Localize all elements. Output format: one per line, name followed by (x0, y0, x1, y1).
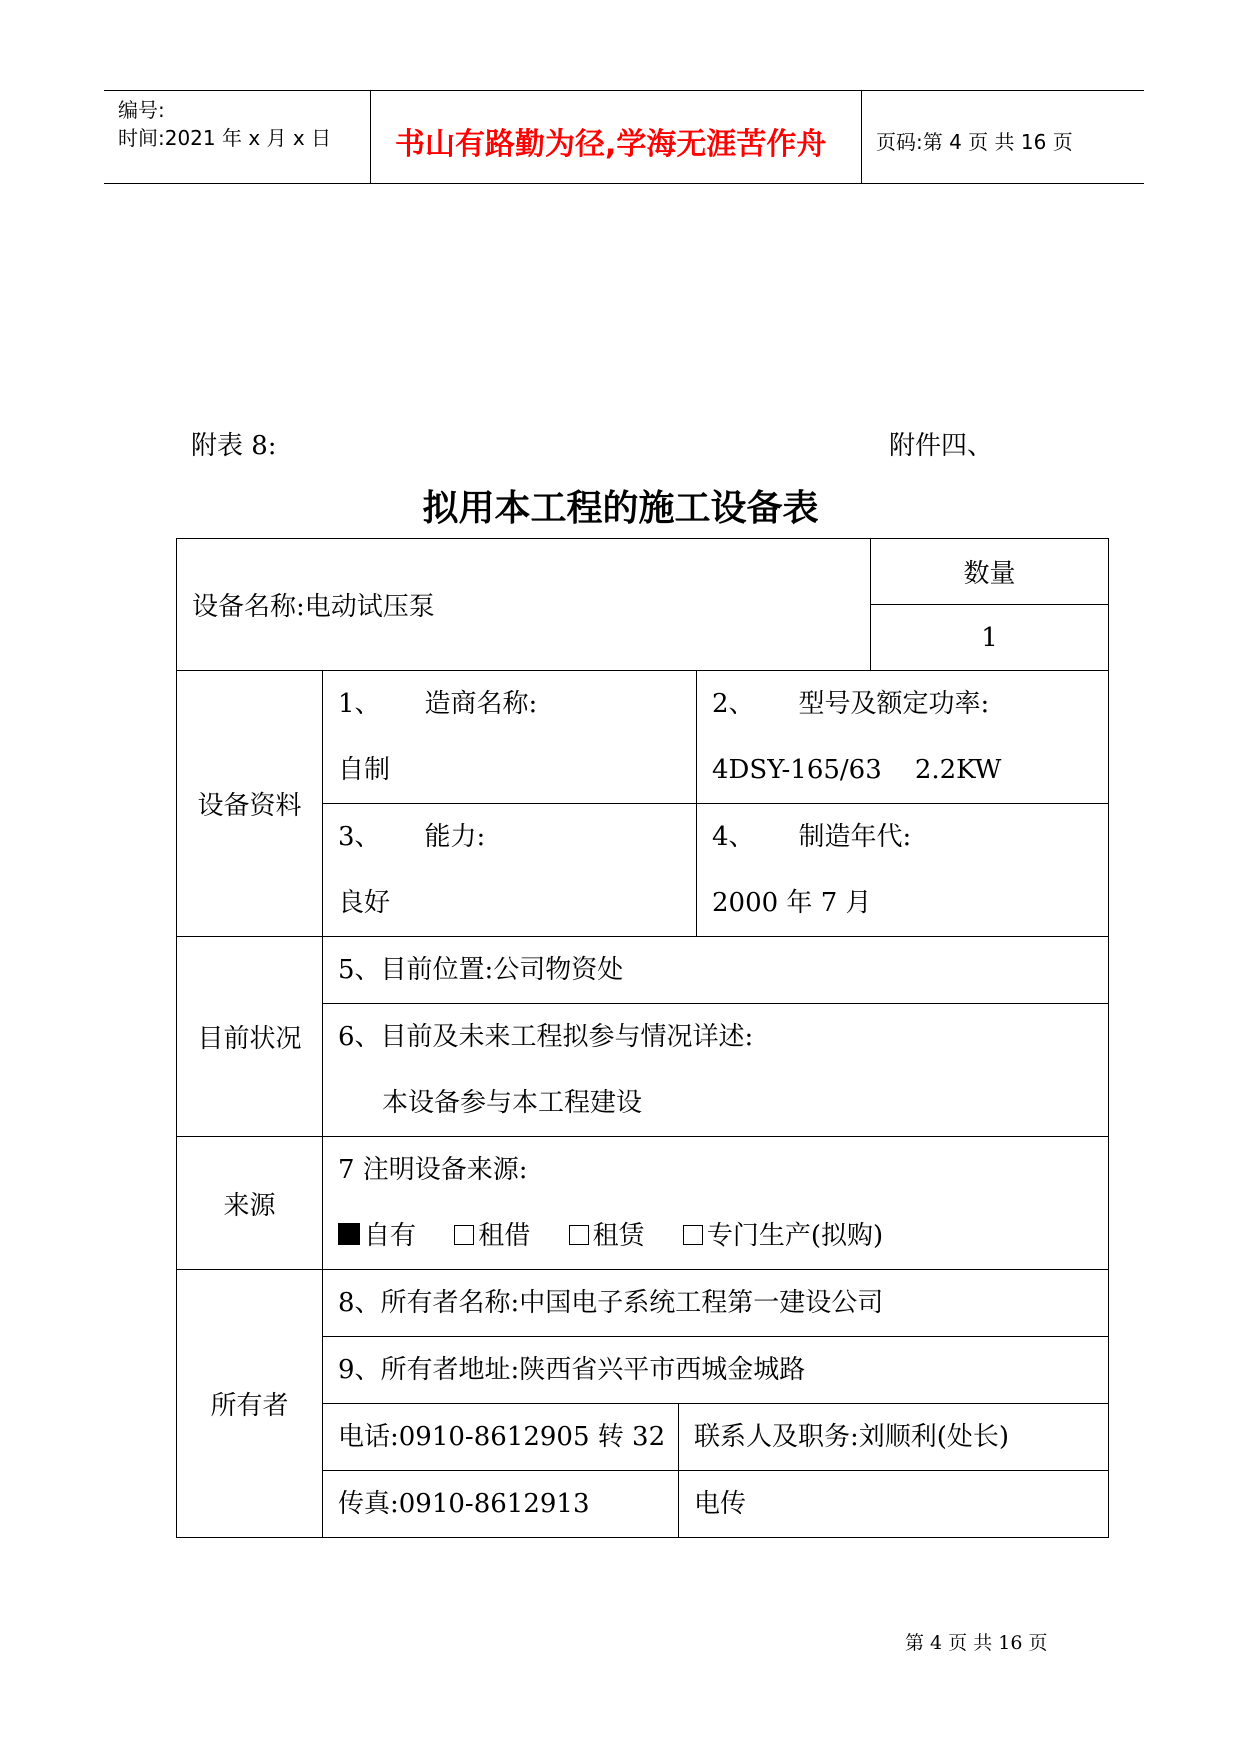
header-motto: 书山有路勤为径,学海无涯苦作舟 (395, 127, 827, 162)
participation-label: 6、目前及未来工程拟参与情况详述: (338, 1022, 754, 1052)
page-title: 拟用本工程的施工设备表 (422, 487, 819, 529)
header-number-label: 编号: (118, 98, 165, 122)
owner-name: 8、所有者名称:中国电子系统工程第一建设公司 (338, 1288, 884, 1318)
source-label: 来源 (223, 1190, 276, 1221)
purchase-option-label: 专门生产(拟购) (706, 1221, 884, 1251)
equipment-info-label: 设备资料 (197, 791, 302, 821)
capability-label: 能力: (424, 822, 486, 852)
contact-cell (679, 1404, 1109, 1471)
item3-number: 3、 (338, 822, 381, 852)
item4-number: 4、 (712, 822, 755, 852)
manufacture-date-value: 2000 年 7 月 (712, 888, 872, 918)
manufacturer-value: 自制 (338, 755, 391, 785)
lease-checkbox[interactable] (569, 1225, 589, 1245)
source-options (338, 1203, 1108, 1269)
source-cell (323, 1137, 1109, 1270)
footer-page-number: 第 4 页 共 16 页 (905, 1632, 1048, 1654)
header-time-label: 时间:2021 年 x 月 x 日 (118, 126, 332, 150)
quantity-value: 1 (981, 622, 998, 653)
appendix-left-label: 附表 8: (191, 431, 277, 461)
equipment-info-label-cell (177, 671, 323, 937)
header-top-rule (104, 90, 1144, 91)
quantity-label: 数量 (963, 559, 1016, 589)
appendix-right-label: 附件四、 (889, 431, 994, 461)
own-checkbox[interactable] (338, 1223, 360, 1245)
purchase-checkbox[interactable] (683, 1225, 703, 1245)
lease-option-label: 租赁 (592, 1221, 645, 1251)
borrow-checkbox[interactable] (454, 1225, 474, 1245)
quantity-label-cell (871, 539, 1109, 605)
current-location-cell (323, 937, 1109, 1004)
source-label-cell (177, 1137, 323, 1270)
borrow-option-label: 租借 (478, 1221, 531, 1251)
manufacturer-cell (323, 671, 697, 804)
equipment-table (176, 538, 1109, 1538)
equipment-name-cell (177, 539, 871, 671)
current-location: 5、目前位置:公司物资处 (338, 955, 624, 985)
owner-telex: 电传 (694, 1489, 747, 1519)
current-status-label: 目前状况 (197, 1024, 302, 1054)
manufacturer-label: 造商名称: (424, 689, 538, 719)
owner-contact: 联系人及职务:刘顺利(处长) (694, 1422, 1010, 1452)
owner-name-cell (323, 1270, 1109, 1337)
quantity-value-cell (871, 605, 1109, 671)
owner-label: 所有者 (210, 1391, 289, 1421)
model-power-label: 型号及额定功率: (798, 689, 990, 719)
participation-cell (323, 1004, 1109, 1137)
owner-fax: 传真:0910-8612913 (338, 1489, 590, 1519)
owner-label-cell (177, 1270, 323, 1538)
capability-cell (323, 804, 697, 937)
fax-cell (323, 1471, 679, 1538)
source-instruction: 7 注明设备来源: (338, 1155, 528, 1185)
manufacture-date-cell (697, 804, 1109, 937)
model-power-value: 4DSY-165/63 2.2KW (712, 755, 1002, 785)
current-status-label-cell (177, 937, 323, 1137)
own-option-label: 自有 (364, 1221, 417, 1251)
header-bottom-rule (104, 183, 1144, 184)
owner-address-cell (323, 1337, 1109, 1404)
header-divider-left (370, 90, 371, 184)
capability-value: 良好 (338, 888, 391, 918)
owner-address: 9、所有者地址:陕西省兴平市西城金城路 (338, 1355, 806, 1385)
phone-cell (323, 1404, 679, 1471)
model-power-cell (697, 671, 1109, 804)
header-page-code: 页码:第 4 页 共 16 页 (876, 130, 1073, 154)
participation-value: 本设备参与本工程建设 (382, 1088, 643, 1118)
owner-phone: 电话:0910-8612905 转 32 (338, 1422, 666, 1452)
manufacture-date-label: 制造年代: (798, 822, 912, 852)
item1-number: 1、 (338, 689, 381, 719)
header-divider-right (861, 90, 862, 184)
equipment-name: 设备名称:电动试压泵 (192, 592, 435, 622)
item2-number: 2、 (712, 689, 755, 719)
telex-cell (679, 1471, 1109, 1538)
